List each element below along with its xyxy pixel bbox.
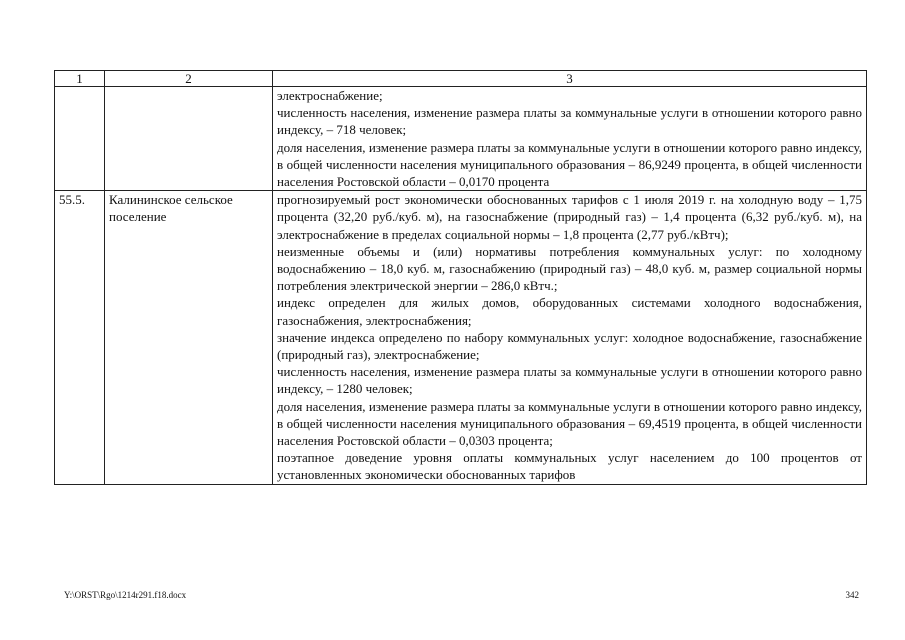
column-header-1: 1 — [55, 71, 105, 87]
description-paragraph: доля населения, изменение размера платы за коммунальные услуги в отношении которого равно индексу, в общей численности населения муниципального образования – 86,9249 процента, в общей численности населения Ростовской области – 0,0170 процента — [277, 139, 862, 190]
row-number — [55, 87, 105, 191]
description-paragraph: значение индекса определено по набору коммунальных услуг: холодное водоснабжение, газоснабжение (природный газ), электроснабжение; — [277, 329, 862, 363]
table-row — [55, 87, 867, 191]
row-description — [273, 191, 867, 484]
description-paragraph: поэтапное доведение уровня оплаты коммунальных услуг населением до 100 процентов от установленных экономически обоснованных тарифов — [277, 450, 862, 483]
column-header-2: 2 — [105, 71, 273, 87]
table-row — [55, 191, 867, 484]
description-paragraph: доля населения, изменение размера платы за коммунальные услуги в отношении которого равно индексу, в общей численности населения муниципального образования – 69,4519 процента, в общей численности населения Ростовской области – 0,0303 процента; — [277, 398, 862, 449]
file-path-footer: Y:\ORST\Rgo\1214r291.f18.docx — [64, 590, 187, 600]
settlement-name — [105, 87, 273, 191]
description-paragraph: неизменные объемы и (или) нормативы потребления коммунальных услуг: по холодному водоснабжению – 18,0 куб. м, газоснабжению (природный газ) – 48,0 куб. м, размер социальной нормы потребления электрической энергии – 286,0 кВтч.; — [277, 243, 862, 294]
page-number: 342 — [845, 590, 859, 600]
row-number: 55.5. — [55, 191, 105, 484]
tariff-table — [54, 70, 867, 485]
description-paragraph: прогнозируемый рост экономически обоснованных тарифов с 1 июля 2019 г. на холодную воду – 1,75 процента (32,20 руб./куб. м), на газоснабжение (природный газ) – 1,4 процента (6,32 руб./куб. м), на электроснабжение в пределах социальной нормы – 1,8 процента (2,77 руб./кВтч); — [277, 192, 862, 242]
settlement-name: Калининское сельское поселение — [105, 191, 273, 484]
description-paragraph: численность населения, изменение размера платы за коммунальные услуги в отношении которого равно индексу, – 1280 человек; — [277, 364, 862, 397]
description-paragraph: индекс определен для жилых домов, оборудованных системами холодного водоснабжения, газоснабжения, электроснабжения; — [277, 295, 862, 328]
column-header-3: 3 — [273, 71, 867, 87]
row-description — [273, 87, 867, 191]
table-header-row — [55, 71, 867, 87]
description-paragraph: численность населения, изменение размера платы за коммунальные услуги в отношении которого равно индексу, – 718 человек; — [277, 105, 862, 138]
description-paragraph: электроснабжение; — [277, 88, 383, 103]
